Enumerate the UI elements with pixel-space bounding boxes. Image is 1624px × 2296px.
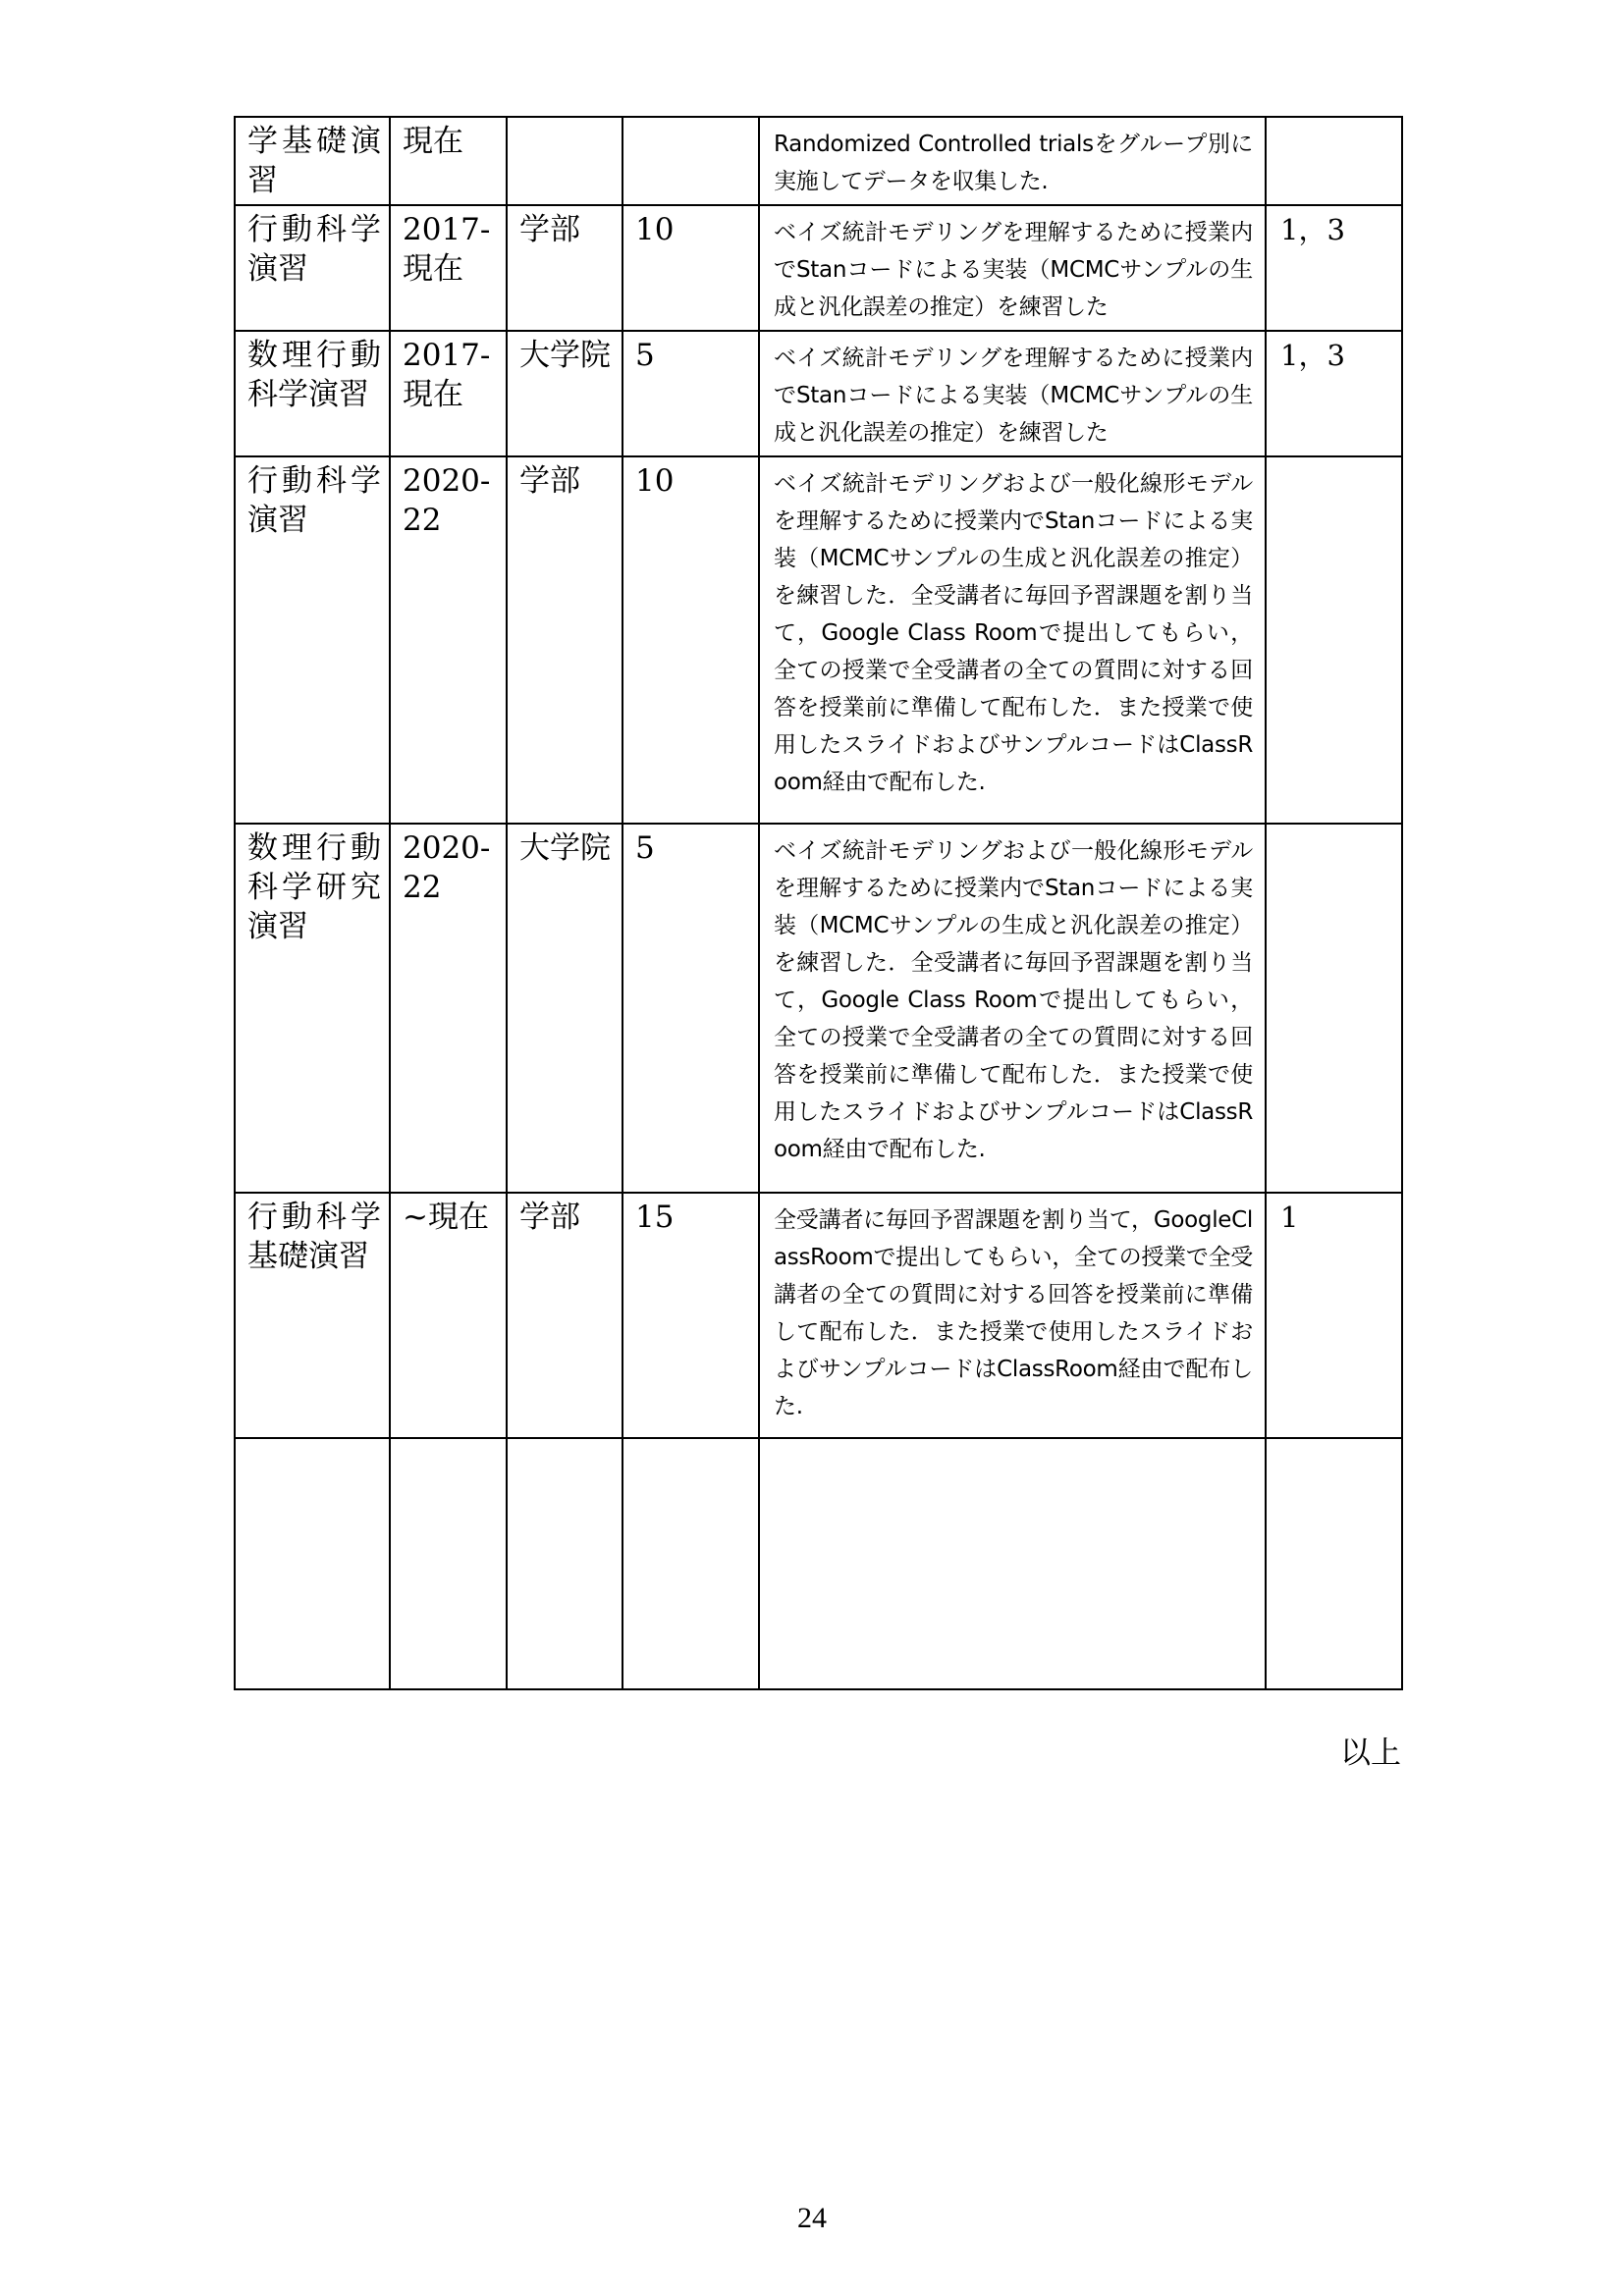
level-cell: [507, 1438, 623, 1689]
page-number: 24: [797, 2202, 827, 2234]
level-cell: 学部: [507, 205, 623, 331]
year-cell: 2017-現在: [390, 205, 507, 331]
level-cell: 学部: [507, 456, 623, 824]
course-name-cell: 学基礎演習: [235, 117, 390, 205]
description-cell: 全受講者に毎回予習課題を割り当て，GoogleClassRoomで提出してもらい，全ての授業で全受講者の全ての質問に対する回答を授業前に準備して配布した．また授業で使用したスライドおよびサンプルコードはClassRoom経由で配布した.: [759, 1193, 1266, 1438]
table-row: [235, 205, 1402, 331]
level-cell: 大学院: [507, 824, 623, 1193]
year-cell: ~現在: [390, 1193, 507, 1438]
count-cell: 10: [623, 456, 759, 824]
course-name-cell: 行動科学演習: [235, 456, 390, 824]
table-row: [235, 331, 1402, 456]
description-cell: Randomized Controlled trialsをグループ別に実施してデータを収集した.: [759, 117, 1266, 205]
count-cell: [623, 117, 759, 205]
closing-mark: 以上: [1340, 1735, 1401, 1771]
table-row: [235, 117, 1402, 205]
level-cell: 学部: [507, 1193, 623, 1438]
course-name-cell: 行動科学基礎演習: [235, 1193, 390, 1438]
course-name-cell: 数理行動科学演習: [235, 331, 390, 456]
level-cell: [507, 117, 623, 205]
description-cell: ベイズ統計モデリングを理解するために授業内でStanコードによる実装（MCMCサンプルの生成と汎化誤差の推定）を練習した: [759, 331, 1266, 456]
description-cell: [759, 1438, 1266, 1689]
reference-cell: [1266, 1438, 1402, 1689]
course-name-cell: 数理行動科学研究演習: [235, 824, 390, 1193]
description-cell: ベイズ統計モデリングおよび一般化線形モデルを理解するために授業内でStanコードによる実装（MCMCサンプルの生成と汎化誤差の推定）を練習した．全受講者に毎回予習課題を割り当て，Google Class Roomで提出してもらい，全ての授業で全受講者の全ての質問に対する回答を授業前に準備して配布した．また授業で使用したスライドおよびサンプルコードはClassRoom経由で配布した.: [759, 824, 1266, 1193]
table-row: [235, 1193, 1402, 1438]
table-row: [235, 824, 1402, 1193]
reference-cell: [1266, 824, 1402, 1193]
course-name-cell: 行動科学演習: [235, 205, 390, 331]
description-cell: ベイズ統計モデリングを理解するために授業内でStanコードによる実装（MCMCサンプルの生成と汎化誤差の推定）を練習した: [759, 205, 1266, 331]
count-cell: 5: [623, 824, 759, 1193]
year-cell: 2020-22: [390, 456, 507, 824]
year-cell: 2020-22: [390, 824, 507, 1193]
course-name-cell: [235, 1438, 390, 1689]
course-table: [234, 116, 1403, 1690]
reference-cell: 1: [1266, 1193, 1402, 1438]
reference-cell: 1，3: [1266, 205, 1402, 331]
reference-cell: [1266, 117, 1402, 205]
reference-cell: 1，3: [1266, 331, 1402, 456]
count-cell: 5: [623, 331, 759, 456]
reference-cell: [1266, 456, 1402, 824]
description-cell: ベイズ統計モデリングおよび一般化線形モデルを理解するために授業内でStanコードによる実装（MCMCサンプルの生成と汎化誤差の推定）を練習した．全受講者に毎回予習課題を割り当て，Google Class Roomで提出してもらい，全ての授業で全受講者の全ての質問に対する回答を授業前に準備して配布した．また授業で使用したスライドおよびサンプルコードはClassRoom経由で配布した.: [759, 456, 1266, 824]
year-cell: 現在: [390, 117, 507, 205]
table-row: [235, 1438, 1402, 1689]
year-cell: 2017-現在: [390, 331, 507, 456]
count-cell: 10: [623, 205, 759, 331]
count-cell: 15: [623, 1193, 759, 1438]
table-row: [235, 456, 1402, 824]
level-cell: 大学院: [507, 331, 623, 456]
year-cell: [390, 1438, 507, 1689]
count-cell: [623, 1438, 759, 1689]
